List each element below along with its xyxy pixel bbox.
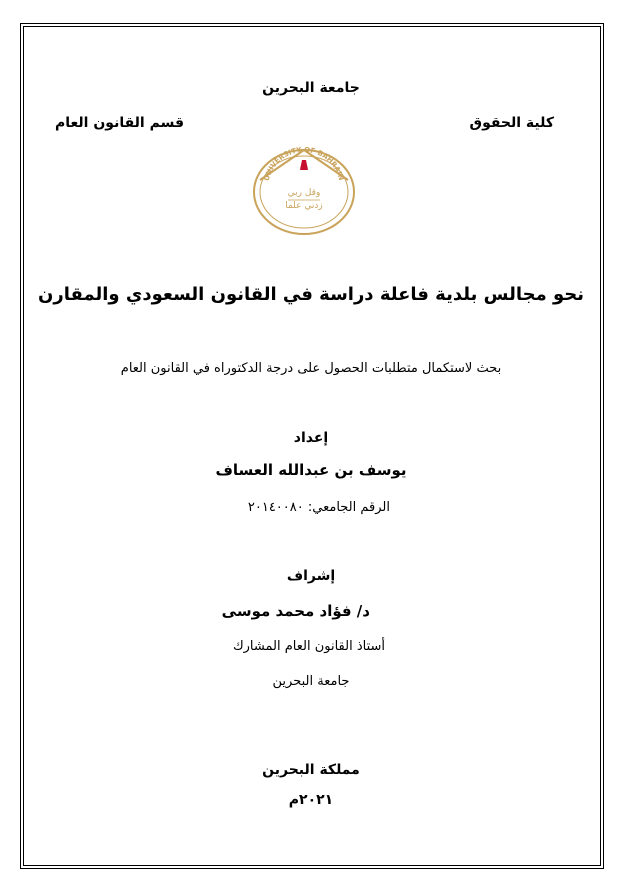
- thesis-purpose: بحث لاستكمال متطلبات الحصول على درجة الدكتوراه في القانون العام: [120, 361, 502, 376]
- supervisor-title: أستاذ القانون العام المشارك: [232, 639, 385, 654]
- supervisor-name: د/ فؤاد محمد موسى: [221, 602, 370, 620]
- country-name: مملكة البحرين: [262, 762, 360, 778]
- logo-arc-text: UNIVERSITY OF BAHRAIN: [262, 145, 346, 182]
- college-name: كلية الحقوق: [469, 115, 554, 131]
- department-name: قسم القانون العام: [55, 115, 184, 131]
- supervisor-university: جامعة البحرين: [272, 674, 350, 689]
- prepared-by-label: إعداد: [293, 430, 329, 446]
- year: ٢٠٢١م: [288, 792, 334, 808]
- university-logo: [250, 140, 358, 236]
- thesis-title: نحو مجالس بلدية فاعلة دراسة في القانون السعودي والمقارن: [38, 284, 584, 305]
- logo-inner-line-1: وقل ربي: [287, 188, 321, 198]
- supervision-label: إشراف: [286, 568, 336, 584]
- university-name: جامعة البحرين: [262, 80, 360, 96]
- logo-inner-line-2: زدني علما: [285, 201, 323, 211]
- student-id: الرقم الجامعي: ٢٠١٤٠٠٨٠: [247, 500, 390, 515]
- author-name: يوسف بن عبدالله العساف: [215, 461, 407, 479]
